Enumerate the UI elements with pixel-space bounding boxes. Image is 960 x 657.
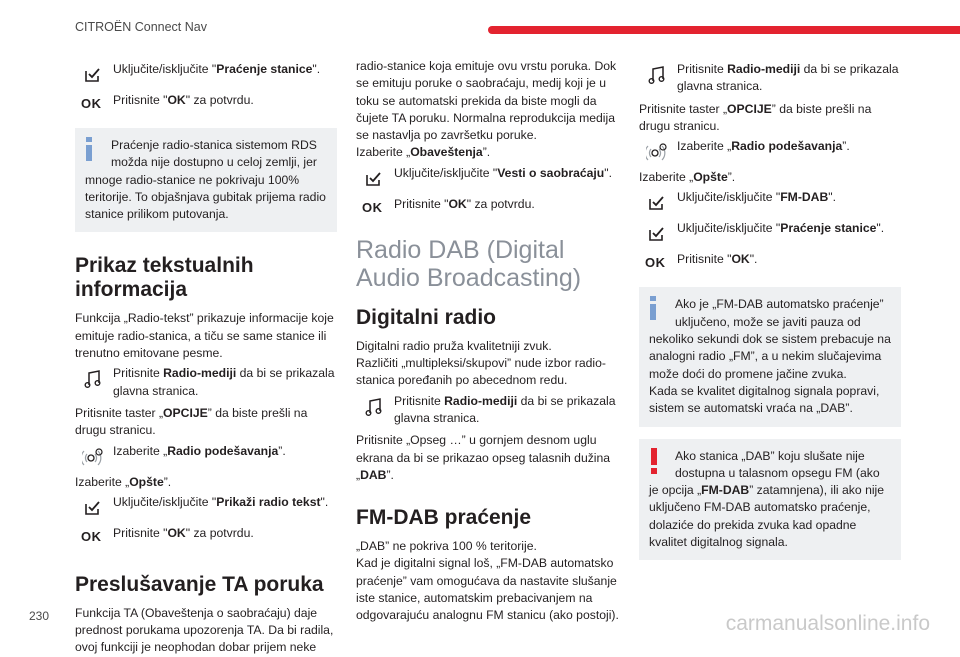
warning-note-dab xyxy=(639,439,901,561)
step-text-bold: Radio podešavanja xyxy=(167,443,279,458)
radio-settings-icon xyxy=(79,446,107,468)
info-note-text: Praćenje radio-stanica sistemom RDS možda nije dostupno u celoj zemlji, jer mnoge radio-stanice ne pokrivaju 100% teritorije. To objašnjava gubitak prijema radio stanice prilikom putovanja. xyxy=(85,138,326,222)
ok-icon: OK xyxy=(81,528,102,544)
step-text-bold: Radio-mediji xyxy=(163,366,237,381)
radio-settings-icon xyxy=(643,141,671,163)
step-text-post: " za potvrdu. xyxy=(185,525,254,540)
text-bold: OPCIJE xyxy=(163,405,208,420)
warning-note-text-pre: Ako stanica „DAB” koju slušate nije dostupna u talasnom opsegu FM (ako je opcija „ xyxy=(649,448,880,498)
section-heading-ta: Preslušavanje TA poruka xyxy=(75,572,324,596)
text-bold: DAB xyxy=(360,467,387,482)
warning-note-text-post: ” zatamnjena), ili ako nije uključeno FM-DAB automatsko praćenje, dolaziće do prekida zvuka kad opadne kvalitet digitalnog signala. xyxy=(649,483,885,550)
step-text-post: da bi se prikazala glavna stranica. xyxy=(677,62,899,94)
paragraph xyxy=(639,101,901,136)
step-text-pre: Izaberite „ xyxy=(677,139,732,154)
step-toggle-fm-dab xyxy=(639,189,901,215)
step-text-bold: OK xyxy=(448,196,467,211)
step-text-bold: OK xyxy=(731,252,750,267)
info-note-rds xyxy=(75,128,337,232)
step-toggle-station-tracking xyxy=(639,220,901,246)
column-3 xyxy=(639,58,901,572)
section-heading-text-info: Prikaz tekstualnih informacija xyxy=(75,254,254,302)
step-toggle-radio-text xyxy=(75,494,337,520)
step-text-bold: Vesti o saobraćaju xyxy=(497,165,605,180)
info-icon xyxy=(649,296,671,326)
info-icon xyxy=(85,137,107,167)
section-heading-digital-radio: Digitalni radio xyxy=(356,305,497,329)
checkbox-check-icon xyxy=(79,497,107,519)
step-press-radio-media xyxy=(639,61,901,96)
text-post: ”. xyxy=(727,170,736,185)
step-toggle-station-tracking xyxy=(75,61,337,87)
paragraph xyxy=(75,405,337,440)
info-note-text-2: Kada se kvalitet digitalnog signala popravi, sistem se automatski vraća na „DAB”. xyxy=(649,383,880,416)
paragraph xyxy=(356,432,620,484)
paragraph xyxy=(639,169,901,186)
ok-icon: OK xyxy=(362,199,383,215)
text-pre: Izaberite „ xyxy=(639,170,694,185)
step-press-ok xyxy=(356,196,620,222)
step-text-pre: Pritisnite xyxy=(113,366,164,381)
warning-note-text-bold: FM-DAB xyxy=(701,483,750,498)
step-text-bold: FM-DAB xyxy=(780,190,829,205)
paragraph xyxy=(356,144,620,161)
step-text-pre: Uključite/isključite " xyxy=(113,494,217,509)
text-pre: Pritisnite taster „ xyxy=(639,101,728,116)
step-press-radio-media xyxy=(75,365,337,400)
warning-icon xyxy=(649,448,671,478)
page-number: 230 xyxy=(29,609,50,623)
section-heading-fm-dab: FM-DAB praćenje xyxy=(356,506,532,530)
step-text-pre: Izaberite „ xyxy=(113,443,168,458)
text-post: ”. xyxy=(482,145,491,160)
paragraph: „DAB” ne pokriva 100 % teritorije. xyxy=(356,539,537,554)
paragraph: Različiti „multipleksi/skupovi” nude izbor radio-stanica poređanih po abecednom redu. xyxy=(356,356,606,388)
paragraph: Digitalni radio pruža kvalitetniji zvuk. xyxy=(356,338,552,353)
step-press-ok xyxy=(639,251,901,277)
step-text-bold: Praćenje stanice xyxy=(216,62,313,76)
step-text-pre: Pritisnite xyxy=(394,393,445,408)
chapter-heading-dab: Radio DAB (Digital Audio Broadcasting) xyxy=(356,235,582,292)
step-text-pre: Pritisnite " xyxy=(113,93,168,107)
music-note-icon xyxy=(360,396,388,418)
text-pre: Izaberite „ xyxy=(75,474,130,489)
paragraph: Funkcija „Radio-tekst” prikazuje informacije koje emituje radio-stanica, a tiču se same stanice ili trenutno emitovane pesme. xyxy=(75,311,334,361)
step-text-post: ”. xyxy=(842,139,850,154)
checkbox-check-icon xyxy=(643,223,671,245)
step-press-ok xyxy=(75,92,337,118)
step-text-bold: OK xyxy=(167,525,186,540)
step-text-post: ". xyxy=(312,62,321,76)
step-text-post: ". xyxy=(604,165,612,180)
header-title: CITROËN Connect Nav xyxy=(75,20,207,34)
text-pre: Pritisnite „Opseg …” u gornjem desnom uglu ekrana da bi se prikazao opseg talasnih dužina „ xyxy=(356,433,611,482)
step-text-post: ”. xyxy=(278,443,286,458)
info-note-fm-dab xyxy=(639,287,901,426)
step-text-bold: Radio-mediji xyxy=(727,62,801,76)
paragraph: radio-stanice koja emituje ovu vrstu poruka. Dok se emituju poruke o saobraćaju, medij koji je u toku se automatski prekida da biste mogli da čujete TA poruku. Normalna reprodukcija medija se nastavlja po završetku poruke. xyxy=(356,59,617,143)
checkbox-check-icon xyxy=(360,168,388,190)
text-bold: Opšte xyxy=(693,170,728,185)
step-text-pre: Pritisnite xyxy=(677,62,728,76)
text-bold: OPCIJE xyxy=(727,101,772,116)
header-accent-bar xyxy=(488,26,960,34)
step-press-radio-media xyxy=(356,393,620,428)
column-1 xyxy=(75,58,337,657)
step-text-post: " za potvrdu. xyxy=(466,196,535,211)
step-text-post: da bi se prikazala glavna stranica. xyxy=(113,366,335,398)
step-text-post: ". xyxy=(320,494,329,509)
text-post: ” da biste prešli na drugu stranicu. xyxy=(75,405,308,438)
step-text-pre: Uključite/isključite " xyxy=(677,221,781,236)
step-text-post: " za potvrdu. xyxy=(185,93,254,107)
ok-icon: OK xyxy=(81,96,102,111)
paragraph xyxy=(75,474,337,491)
step-select-radio-settings xyxy=(639,138,901,164)
paragraph: Kad je digitalni signal loš, „FM-DAB automatsko praćenje” vam omogućava da nastavite slušanje iste stanice, automatskim prebacivanjem na odgovarajuću analognu FM stanicu (ako postoji). xyxy=(356,556,619,623)
step-text-bold: OK xyxy=(167,93,186,107)
column-2 xyxy=(356,58,620,625)
text-pre: Izaberite „ xyxy=(356,145,411,160)
step-text-post: da bi se prikazala glavna stranica. xyxy=(394,393,616,425)
step-text-pre: Pritisnite " xyxy=(677,252,732,267)
watermark: carmanualsonline.info xyxy=(725,612,930,635)
step-text-bold: Prikaži radio tekst xyxy=(216,494,321,509)
music-note-icon xyxy=(643,64,671,86)
text-bold: Obaveštenja xyxy=(410,145,483,160)
step-text-bold: Radio-mediji xyxy=(444,393,518,408)
text-bold: Opšte xyxy=(129,474,164,489)
step-text-bold: Radio podešavanja xyxy=(731,139,843,154)
text-post: ”. xyxy=(386,467,394,482)
checkbox-check-icon xyxy=(643,192,671,214)
music-note-icon xyxy=(79,368,107,390)
step-text-bold: Praćenje stanice xyxy=(780,221,877,236)
step-text-pre: Pritisnite " xyxy=(113,525,168,540)
step-text-pre: Uključite/isključite " xyxy=(113,62,217,76)
step-text-post: ". xyxy=(876,221,885,236)
step-press-ok xyxy=(75,525,337,551)
text-post: ”. xyxy=(163,474,172,489)
step-text-post: ". xyxy=(828,190,836,205)
step-text-pre: Uključite/isključite " xyxy=(677,190,781,205)
text-post: ” da biste prešli na drugu stranicu. xyxy=(639,101,872,133)
checkbox-check-icon xyxy=(79,64,107,86)
step-text-post: ". xyxy=(749,252,758,267)
step-select-radio-settings xyxy=(75,443,337,469)
step-text-pre: Uključite/isključite " xyxy=(394,165,498,180)
info-note-text: Ako je „FM-DAB automatsko praćenje” uključeno, može se javiti pauza od nekoliko sekundi dok se sistem prebacuje na analogni radio „FM”, a u nekim slučajevima može doći do promene jačine zvuka. xyxy=(649,297,891,381)
step-text-pre: Pritisnite " xyxy=(394,196,449,211)
ok-icon: OK xyxy=(645,255,666,271)
step-toggle-traffic-news xyxy=(356,165,620,191)
text-pre: Pritisnite taster „ xyxy=(75,405,164,420)
paragraph: Funkcija TA (Obaveštenja o saobraćaju) daje prednost porukama upozorenja TA. Da bi radila, ovoj funkciji je neophodan dobar prijem neke xyxy=(75,605,334,655)
